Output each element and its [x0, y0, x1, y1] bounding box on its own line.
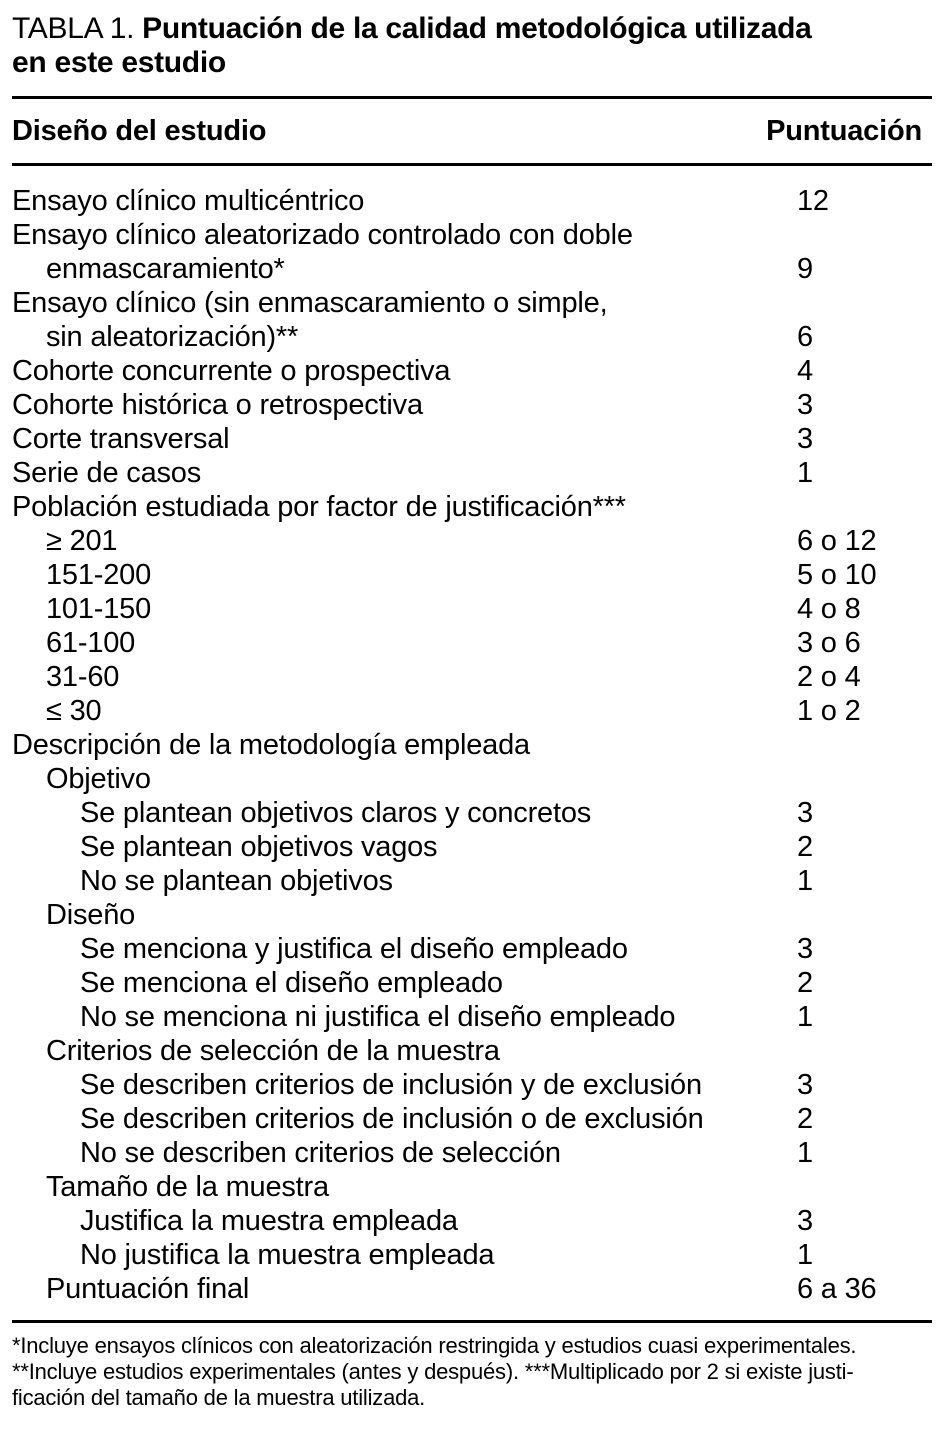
row-score: 2 o 4 [797, 661, 861, 693]
table-row [12, 1136, 932, 1170]
row-label: 101-150 [46, 593, 152, 625]
row-label: Diseño [46, 899, 136, 931]
footnote-line-1: *Incluye ensayos clínicos con aleatorización restringida y estudios cuasi experimentales. [12, 1333, 857, 1358]
column-header-score: Puntuación [766, 114, 922, 147]
table-row [12, 1068, 932, 1102]
caption-title-line-1: Puntuación de la calidad metodológica utilizada [142, 12, 812, 45]
row-label: Se menciona y justifica el diseño empleado [80, 933, 628, 965]
table-row [12, 966, 932, 1000]
table-row-subsection [12, 762, 932, 796]
row-label: 31-60 [46, 661, 120, 693]
row-label: Se plantean objetivos vagos [80, 831, 438, 863]
row-score: 6 [797, 321, 813, 353]
table-body [12, 166, 932, 1320]
table-row [12, 422, 932, 456]
table-row [12, 1102, 932, 1136]
row-score: 1 [797, 1001, 813, 1033]
row-label-line-2: enmascaramiento* [46, 253, 285, 285]
table-row [12, 1000, 932, 1034]
table-row-section [12, 728, 932, 762]
row-score: 1 [797, 1137, 813, 1169]
row-label: Cohorte concurrente o prospectiva [12, 355, 451, 387]
row-score: 4 o 8 [797, 593, 861, 625]
table-row [12, 694, 932, 728]
row-score: 1 o 2 [797, 695, 861, 727]
table-row [12, 830, 932, 864]
row-label: Objetivo [46, 763, 151, 795]
row-label: Ensayo clínico multicéntrico [12, 185, 365, 217]
table-row-subsection [12, 1034, 932, 1068]
row-label: No se menciona ni justifica el diseño empleado [80, 1001, 676, 1033]
row-score: 3 [797, 1069, 813, 1101]
row-score: 3 [797, 389, 813, 421]
table-row [12, 864, 932, 898]
row-score: 3 [797, 933, 813, 965]
row-label: ≤ 30 [46, 695, 102, 727]
row-score: 3 [797, 1205, 813, 1237]
row-label: 61-100 [46, 627, 136, 659]
row-label-line-2: sin aleatorización)** [46, 321, 299, 353]
column-header-design: Diseño del estudio [12, 114, 267, 147]
table-row [12, 524, 932, 558]
footnote-line-2: **Incluye estudios experimentales (antes y después). ***Multiplicado por 2 si existe justi- [12, 1359, 854, 1384]
table-row [12, 184, 932, 218]
row-score: 1 [797, 1239, 813, 1271]
row-label: ≥ 201 [46, 525, 118, 557]
table-row-subsection [12, 898, 932, 932]
row-label: Se describen criterios de inclusión y de exclusión [80, 1069, 702, 1101]
table-row [12, 354, 932, 388]
caption-line-1 [12, 12, 932, 46]
table-row [12, 286, 932, 354]
table-row-total [12, 1272, 932, 1306]
table-row [12, 558, 932, 592]
row-label: Corte transversal [12, 423, 230, 455]
table-row [12, 1238, 932, 1272]
row-label [12, 286, 932, 354]
row-label: No se plantean objetivos [80, 865, 393, 897]
row-score: 2 [797, 831, 813, 863]
table-footnotes [12, 1333, 932, 1411]
caption-label: TABLA 1. [12, 12, 143, 45]
row-label: Tamaño de la muestra [46, 1171, 329, 1203]
row-score: 1 [797, 865, 813, 897]
bottom-rule [12, 1320, 932, 1323]
row-score: 6 o 12 [797, 525, 877, 557]
row-score: 9 [797, 253, 813, 285]
row-score: 2 [797, 1103, 813, 1135]
row-label: Serie de casos [12, 457, 202, 489]
table-row [12, 218, 932, 286]
row-label: Cohorte histórica o retrospectiva [12, 389, 423, 421]
row-label: 151-200 [46, 559, 152, 591]
row-label-line-1: Ensayo clínico aleatorizado controlado con doble [12, 219, 633, 251]
table-figure [12, 12, 932, 1411]
row-score: 5 o 10 [797, 559, 877, 591]
table-row [12, 388, 932, 422]
table-row-section [12, 490, 932, 524]
row-label: Justifica la muestra empleada [80, 1205, 458, 1237]
row-label-line-1: Ensayo clínico (sin enmascaramiento o simple, [12, 287, 608, 319]
row-label: Criterios de selección de la muestra [46, 1035, 500, 1067]
row-score: 6 a 36 [797, 1273, 877, 1305]
row-score: 12 [797, 185, 829, 217]
table-row [12, 626, 932, 660]
row-score: 3 [797, 423, 813, 455]
row-score: 4 [797, 355, 813, 387]
table-row [12, 796, 932, 830]
row-score: 3 [797, 797, 813, 829]
row-label: Se menciona el diseño empleado [80, 967, 503, 999]
row-label: No justifica la muestra empleada [80, 1239, 495, 1271]
row-score: 2 [797, 967, 813, 999]
table-row [12, 660, 932, 694]
row-label: Descripción de la metodología empleada [12, 729, 530, 761]
table-caption [12, 12, 932, 80]
table-row [12, 932, 932, 966]
row-label: Se describen criterios de inclusión o de exclusión [80, 1103, 704, 1135]
row-score: 3 o 6 [797, 627, 861, 659]
table-header [12, 99, 932, 163]
row-label: Puntuación final [46, 1273, 250, 1305]
row-label: Se plantean objetivos claros y concretos [80, 797, 592, 829]
table-row [12, 592, 932, 626]
row-label: Población estudiada por factor de justificación*** [12, 491, 626, 523]
table-row [12, 1204, 932, 1238]
table-row [12, 456, 932, 490]
footnote-line-3: ficación del tamaño de la muestra utilizada. [12, 1385, 426, 1410]
row-label: No se describen criterios de selección [80, 1137, 561, 1169]
table-row-subsection [12, 1170, 932, 1204]
row-score: 1 [797, 457, 813, 489]
caption-title-line-2: en este estudio [12, 46, 226, 79]
row-label [12, 218, 932, 286]
